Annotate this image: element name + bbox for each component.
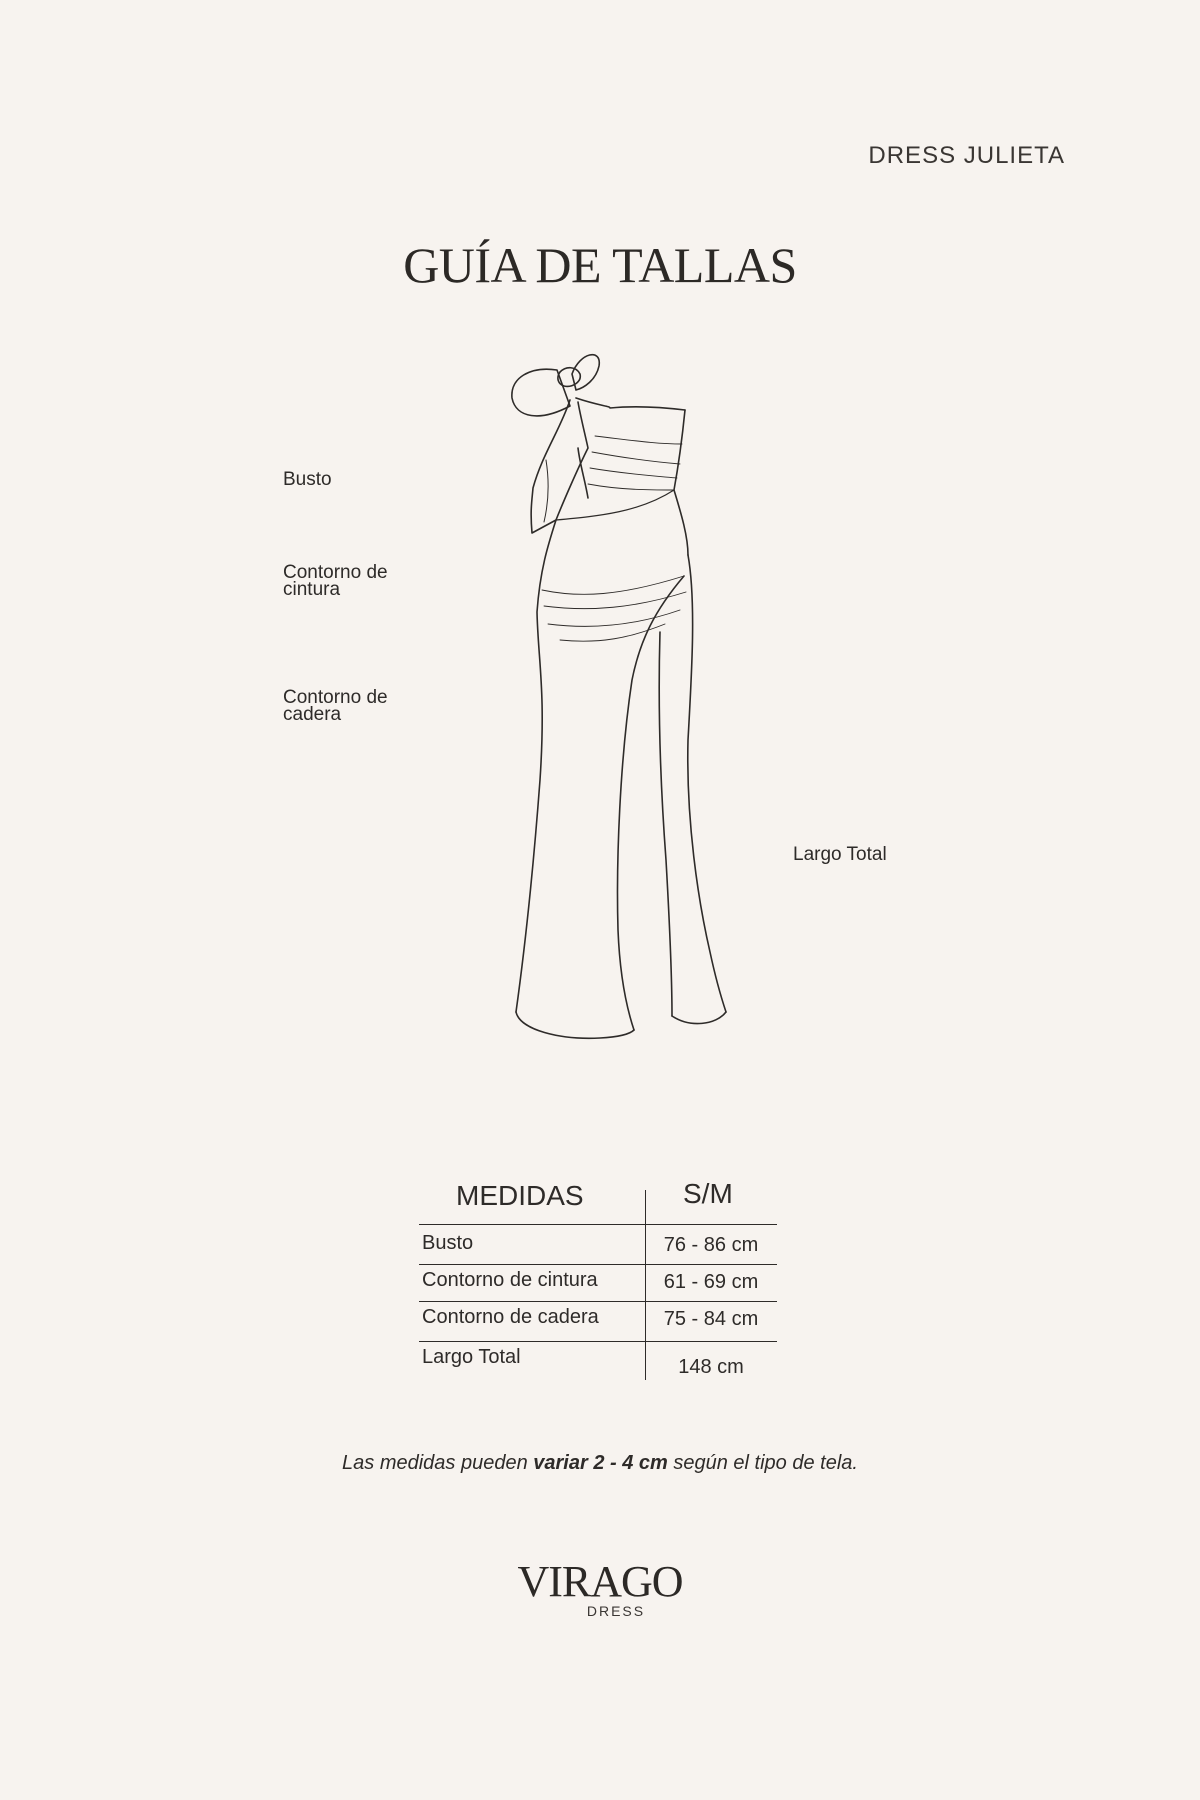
dress-sketch-icon <box>460 340 760 1100</box>
dress-name: DRESS JULIETA <box>868 142 1065 169</box>
table-header-medidas: MEDIDAS <box>456 1180 584 1211</box>
brand-logo: VIRAGO <box>517 1557 683 1606</box>
brand-subtitle: DRESS <box>586 1603 646 1619</box>
table-row-value: 75 - 84 cm <box>663 1308 759 1330</box>
table-header-size: S/M <box>683 1178 733 1209</box>
label-busto <box>283 471 332 488</box>
table-rule <box>419 1301 777 1302</box>
table-row-label: Largo Total <box>422 1346 521 1368</box>
label-largo <box>793 846 887 863</box>
table-row-value: 61 - 69 cm <box>663 1271 759 1293</box>
label-cadera-line1: Contorno de <box>283 687 388 708</box>
page-title: GUÍA DE TALLAS <box>403 237 797 293</box>
label-cadera <box>283 689 388 723</box>
table-row-label: Contorno de cintura <box>422 1269 598 1291</box>
label-busto-text: Busto <box>283 469 332 490</box>
note-suffix: según el tipo de tela. <box>667 1452 858 1474</box>
note-bold: variar 2 - 4 cm <box>533 1452 668 1474</box>
table-row-label: Busto <box>422 1232 474 1254</box>
measurements-table <box>419 1176 777 1380</box>
table-row-value: 76 - 86 cm <box>663 1234 759 1256</box>
label-cadera-line2: cadera <box>283 704 342 725</box>
label-cintura-line2: cintura <box>283 579 341 600</box>
table-row-value: 148 cm <box>678 1356 744 1378</box>
label-cintura <box>283 564 388 598</box>
label-largo-text: Largo Total <box>793 844 887 865</box>
table-rule <box>419 1264 777 1265</box>
note-prefix: Las medidas pueden <box>342 1452 534 1474</box>
table-rule <box>419 1341 777 1342</box>
measurement-note <box>0 1452 1200 1475</box>
label-cintura-line1: Contorno de <box>283 562 388 583</box>
table-rule <box>419 1224 777 1225</box>
table-row-label: Contorno de cadera <box>422 1306 599 1328</box>
